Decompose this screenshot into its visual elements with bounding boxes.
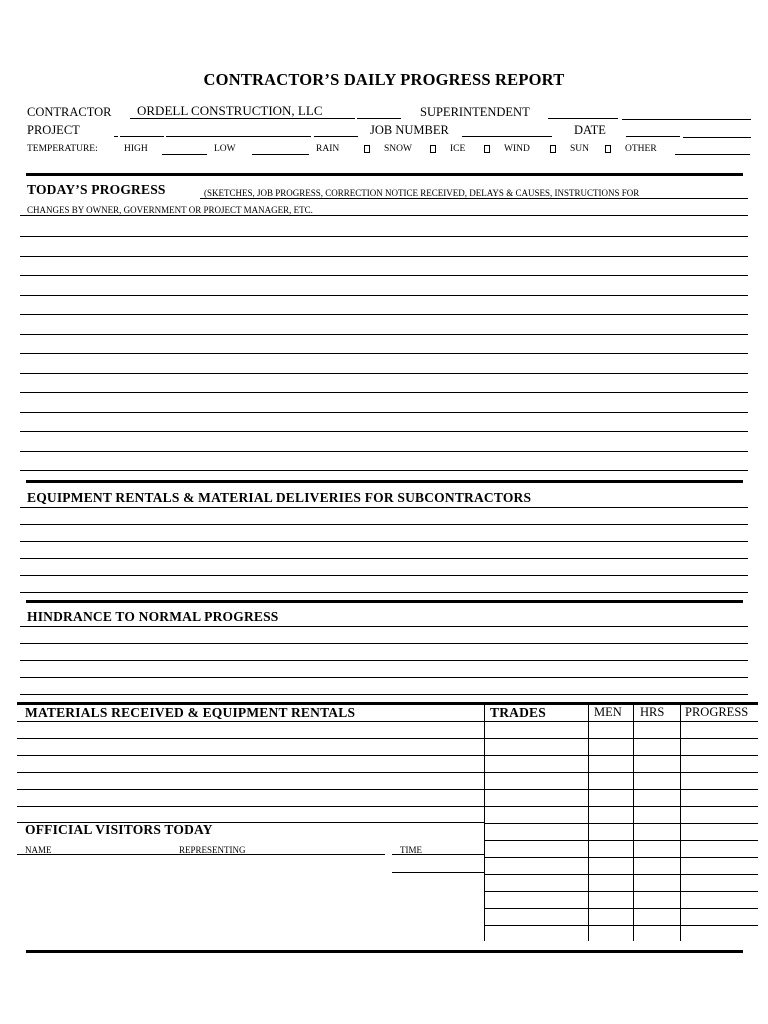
progress-line[interactable] — [20, 451, 748, 452]
visitor-entry-line[interactable] — [17, 854, 385, 855]
temperature-label: TEMPERATURE: — [27, 144, 98, 154]
low-field[interactable] — [252, 154, 309, 155]
superintendent-field[interactable] — [548, 118, 618, 119]
weather-sun-label: SUN — [570, 144, 590, 154]
materials-line[interactable] — [17, 755, 484, 756]
weather-other-field[interactable] — [675, 154, 750, 155]
project-field-3[interactable] — [314, 136, 358, 137]
trades-row-line[interactable] — [484, 772, 758, 773]
visitor-time-line[interactable] — [392, 872, 484, 873]
job-number-label: JOB NUMBER — [370, 123, 449, 137]
trades-row-line[interactable] — [484, 891, 758, 892]
superintendent-field-2[interactable] — [622, 119, 751, 120]
progress-line[interactable] — [20, 256, 748, 257]
equipment-line[interactable] — [20, 575, 748, 576]
weather-sun-checkbox[interactable] — [605, 145, 611, 153]
progress-line[interactable] — [20, 373, 748, 374]
trades-row-line[interactable] — [484, 840, 758, 841]
section-divider — [26, 600, 743, 603]
page-title: CONTRACTOR’S DAILY PROGRESS REPORT — [203, 70, 565, 89]
todays-progress-heading: TODAY’S PROGRESS — [27, 182, 166, 197]
progress-line[interactable] — [20, 353, 748, 354]
trades-column-divider — [484, 704, 485, 941]
section-divider — [26, 480, 743, 483]
equipment-line[interactable] — [20, 524, 748, 525]
materials-line[interactable] — [17, 738, 484, 739]
weather-other-label: OTHER — [625, 144, 657, 154]
progress-line[interactable] — [20, 275, 748, 276]
hindrance-line[interactable] — [20, 643, 748, 644]
weather-snow-checkbox[interactable] — [430, 145, 436, 153]
hrs-column-header: HRS — [640, 705, 665, 719]
date-field[interactable] — [626, 136, 680, 137]
progress-column-header: PROGRESS — [685, 705, 749, 719]
trades-row-line[interactable] — [484, 721, 758, 722]
progress-column-divider — [680, 704, 681, 941]
high-label: HIGH — [124, 144, 148, 154]
equipment-line[interactable] — [20, 507, 748, 508]
hrs-column-divider — [633, 704, 634, 941]
materials-line[interactable] — [17, 772, 484, 773]
trades-row-line[interactable] — [484, 738, 758, 739]
progress-line[interactable] — [20, 412, 748, 413]
low-label: LOW — [214, 144, 236, 154]
trades-row-line[interactable] — [484, 823, 758, 824]
official-visitors-heading: OFFICIAL VISITORS TODAY — [25, 822, 213, 837]
trades-row-line[interactable] — [484, 857, 758, 858]
visitor-time-label: TIME — [400, 845, 422, 855]
progress-line[interactable] — [20, 431, 748, 432]
materials-line[interactable] — [17, 806, 484, 807]
hindrance-heading: HINDRANCE TO NORMAL PROGRESS — [27, 609, 279, 624]
progress-line[interactable] — [20, 314, 748, 315]
progress-line[interactable] — [20, 236, 748, 237]
bottom-rule — [26, 950, 743, 953]
trades-row-line[interactable] — [484, 874, 758, 875]
todays-progress-note-2: CHANGES BY OWNER, GOVERNMENT OR PROJECT MANAGER, ETC. — [27, 205, 313, 215]
high-field[interactable] — [162, 154, 207, 155]
superintendent-label: SUPERINTENDENT — [420, 105, 530, 119]
progress-note-underline-2 — [20, 215, 748, 216]
equipment-line[interactable] — [20, 541, 748, 542]
progress-line[interactable] — [20, 334, 748, 335]
contractor-field[interactable]: ORDELL CONSTRUCTION, LLC — [137, 103, 323, 118]
trades-heading: TRADES — [490, 705, 546, 720]
equipment-line[interactable] — [20, 592, 748, 593]
equipment-line[interactable] — [20, 558, 748, 559]
progress-line[interactable] — [20, 295, 748, 296]
date-field-2[interactable] — [683, 137, 751, 138]
weather-ice-label: ICE — [450, 144, 466, 154]
section-divider — [26, 173, 743, 176]
weather-snow-label: SNOW — [384, 144, 412, 154]
project-field[interactable] — [120, 136, 164, 137]
todays-progress-note: (SKETCHES, JOB PROGRESS, CORRECTION NOTICE RECEIVED, DELAYS & CAUSES, INSTRUCTIONS FOR — [204, 188, 640, 198]
date-label: DATE — [574, 123, 606, 137]
materials-line[interactable] — [17, 789, 484, 790]
contractor-underline — [130, 118, 355, 119]
hindrance-line[interactable] — [20, 660, 748, 661]
weather-wind-label: WIND — [504, 144, 530, 154]
weather-wind-checkbox[interactable] — [550, 145, 556, 153]
visitor-name-label: NAME — [25, 845, 52, 855]
progress-line[interactable] — [20, 470, 748, 471]
trades-row-line[interactable] — [484, 755, 758, 756]
weather-ice-checkbox[interactable] — [484, 145, 490, 153]
visitor-representing-label: REPRESENTING — [179, 845, 246, 855]
contractor-label: CONTRACTOR — [27, 105, 112, 119]
job-number-field[interactable] — [462, 136, 552, 137]
progress-note-underline — [200, 198, 748, 199]
trades-row-line[interactable] — [484, 789, 758, 790]
weather-rain-checkbox[interactable] — [364, 145, 370, 153]
men-column-header: MEN — [594, 705, 622, 719]
equipment-heading: EQUIPMENT RENTALS & MATERIAL DELIVERIES FOR SUBCONTRACTORS — [27, 490, 532, 505]
materials-line[interactable] — [17, 721, 484, 722]
trades-row-line[interactable] — [484, 908, 758, 909]
project-field-2[interactable] — [166, 136, 311, 137]
trades-row-line[interactable] — [484, 806, 758, 807]
contractor-underline-2 — [357, 118, 401, 119]
men-column-divider — [588, 704, 589, 941]
trades-row-line[interactable] — [484, 925, 758, 926]
hindrance-line[interactable] — [20, 677, 748, 678]
project-label: PROJECT — [27, 123, 80, 137]
weather-rain-label: RAIN — [316, 144, 340, 154]
hindrance-line[interactable] — [20, 694, 748, 695]
project-underline-a — [114, 136, 118, 137]
materials-heading: MATERIALS RECEIVED & EQUIPMENT RENTALS — [25, 705, 356, 720]
progress-line[interactable] — [20, 392, 748, 393]
hindrance-line[interactable] — [20, 626, 748, 627]
visitor-time-line[interactable] — [392, 854, 484, 855]
